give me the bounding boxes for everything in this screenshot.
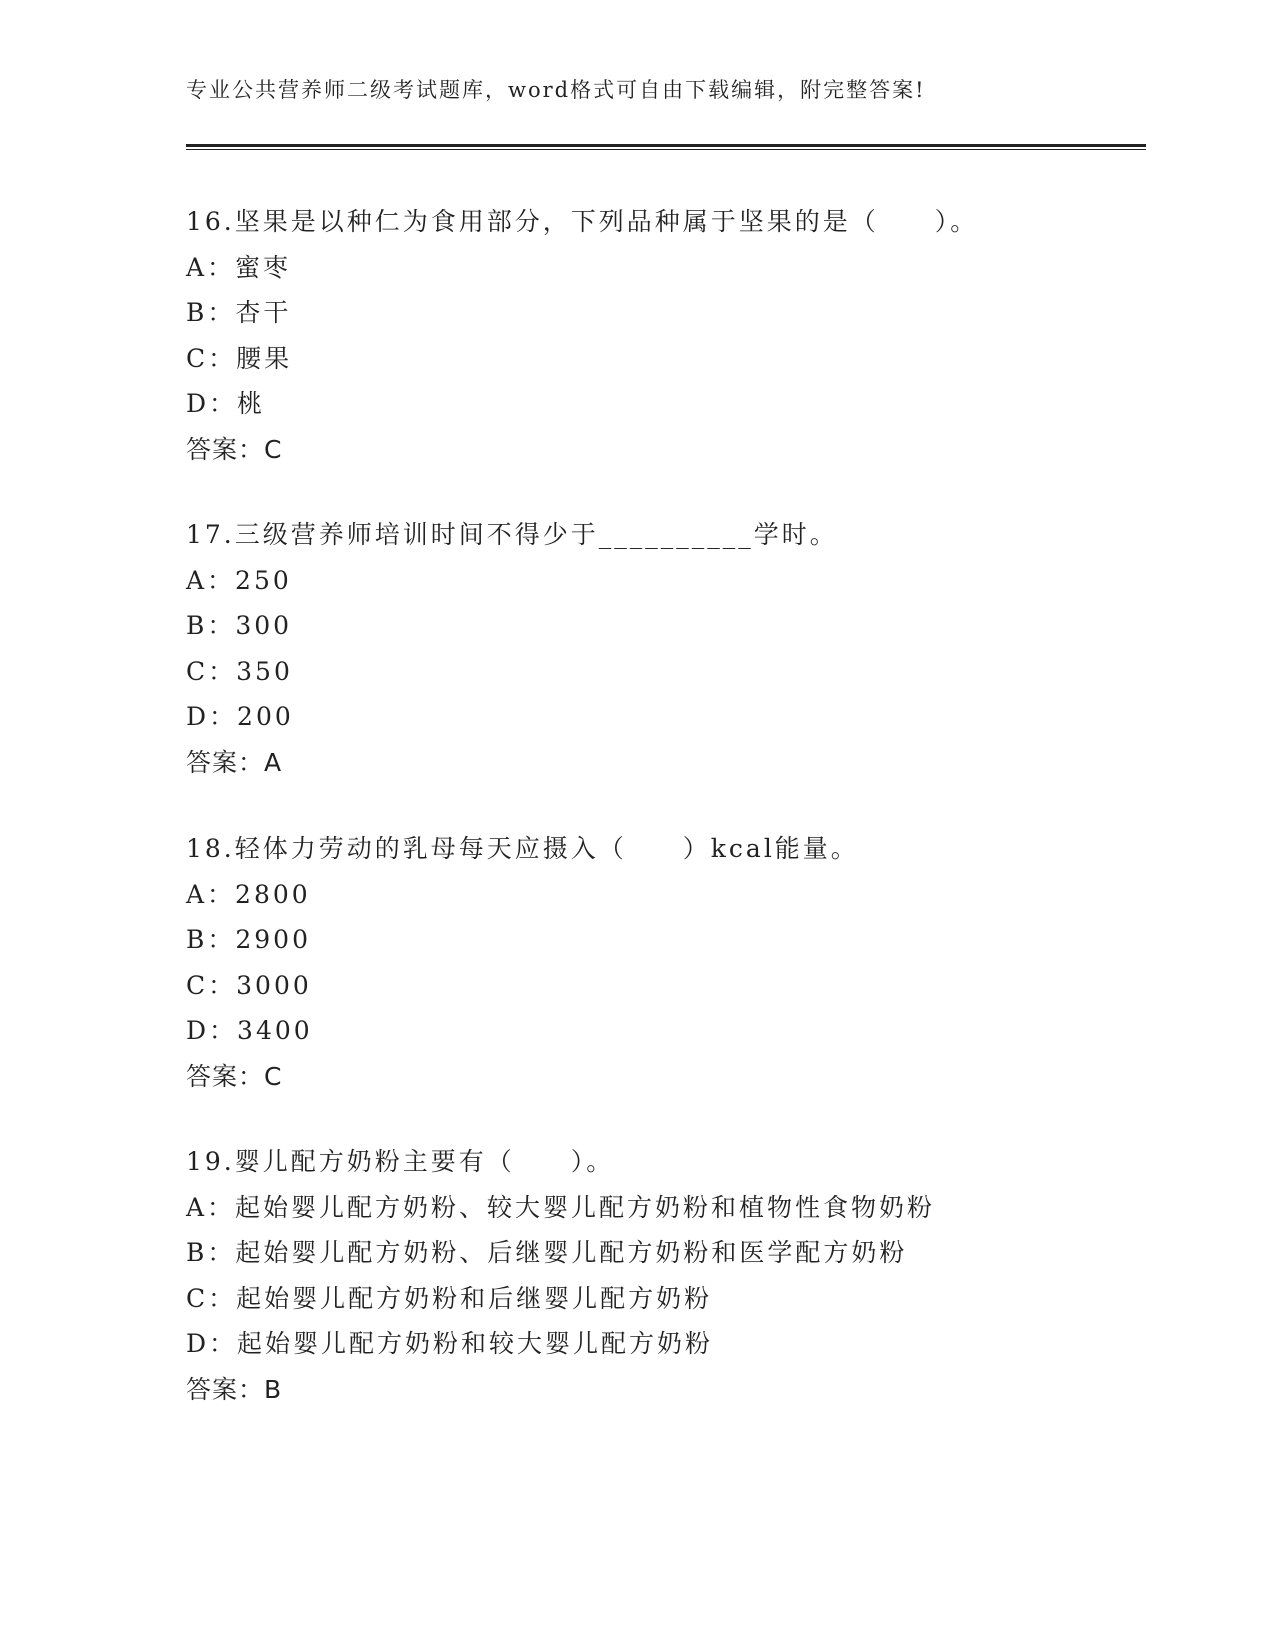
- option-a: A：起始婴儿配方奶粉、较大婴儿配方奶粉和植物性食物奶粉: [186, 1192, 936, 1222]
- option-c: C：腰果: [186, 343, 293, 373]
- page-header: 专业公共营养师二级考试题库，word格式可自由下载编辑，附完整答案!: [186, 78, 926, 102]
- option-c: C：3000: [186, 970, 312, 1000]
- option-d: D：起始婴儿配方奶粉和较大婴儿配方奶粉: [186, 1329, 714, 1359]
- question-stem: 19.婴儿配方奶粉主要有（ ）。: [186, 1147, 615, 1176]
- question-17: [186, 512, 1146, 786]
- answer-line: 答案：B: [186, 1374, 283, 1404]
- question-16: [186, 199, 1146, 473]
- option-c: C：起始婴儿配方奶粉和后继婴儿配方奶粉: [186, 1283, 713, 1313]
- answer-line: 答案：C: [186, 1061, 283, 1091]
- question-stem: 17.三级营养师培训时间不得少于__________学时。: [186, 520, 838, 549]
- answer-line: 答案：A: [186, 747, 283, 777]
- option-b: B：300: [186, 611, 293, 641]
- option-b: B：起始婴儿配方奶粉、后继婴儿配方奶粉和医学配方奶粉: [186, 1238, 908, 1268]
- option-a: A：2800: [186, 879, 311, 909]
- option-d: D：200: [186, 702, 294, 732]
- question-stem: 16.坚果是以种仁为食用部分，下列品种属于坚果的是（ ）。: [186, 207, 979, 236]
- option-d: D：桃: [186, 389, 266, 419]
- option-b: B：杏干: [186, 298, 292, 328]
- option-a: A：蜜枣: [186, 252, 292, 282]
- answer-line: 答案：C: [186, 434, 283, 464]
- option-c: C：350: [186, 656, 293, 686]
- question-18: [186, 826, 1146, 1100]
- option-a: A：250: [186, 565, 292, 595]
- question-19: [186, 1139, 1146, 1413]
- header-divider: [186, 144, 1146, 150]
- question-stem: 18.轻体力劳动的乳母每天应摄入（ ）kcal能量。: [186, 834, 859, 863]
- option-b: B：2900: [186, 925, 311, 955]
- option-d: D：3400: [186, 1016, 313, 1046]
